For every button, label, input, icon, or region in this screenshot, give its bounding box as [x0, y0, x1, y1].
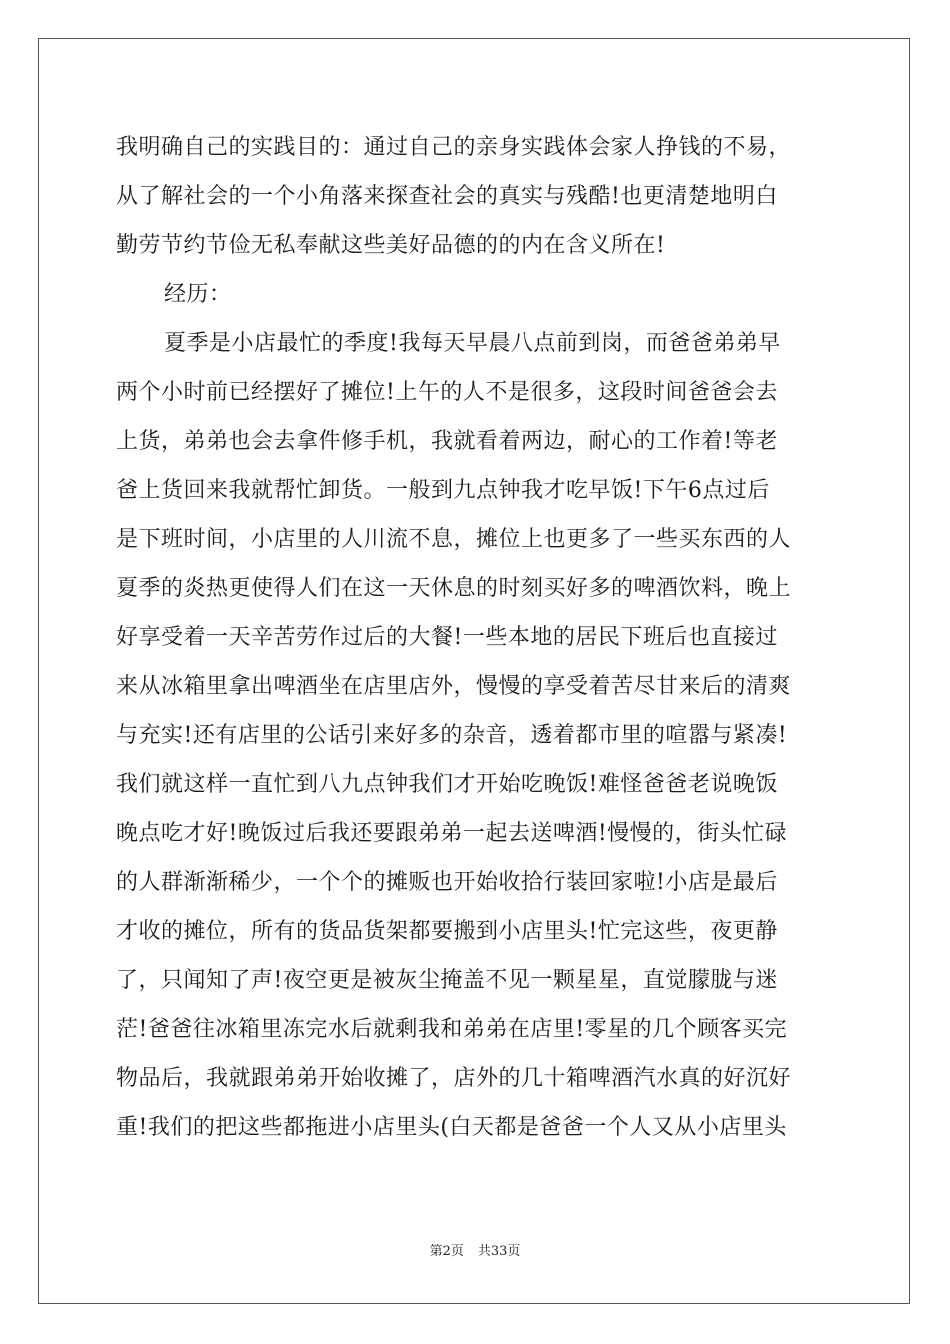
text-line: 与充实!还有店里的公话引来好多的杂音，透着都市里的喧嚣与紧凑! — [116, 723, 788, 748]
page-total: 共33页 — [477, 1244, 521, 1259]
text-line: 夏季是小店最忙的季度!我每天早晨八点前到岗，而爸爸弟弟早 — [164, 331, 781, 356]
text-line: 了，只闻知了声!夜空更是被灰尘掩盖不见一颗星星，直觉朦胧与迷 — [116, 968, 778, 993]
text-line: 来从冰箱里拿出啤酒坐在店里店外，慢慢的享受着苦尽甘来后的清爽 — [116, 674, 792, 699]
section-heading: 经历： — [164, 282, 232, 307]
text-line: 夏季的炎热更使得人们在这一天休息的时刻买好多的啤酒饮料，晚上 — [116, 576, 792, 601]
text-line: 好享受着一天辛苦劳作过后的大餐!一些本地的居民下班后也直接过 — [116, 625, 778, 650]
text-line: 我们就这样一直忙到八九点钟我们才开始吃晚饭!难怪爸爸老说晚饭 — [116, 772, 778, 797]
text-line: 两个小时前已经摆好了摊位!上午的人不是很多，这段时间爸爸会去 — [116, 380, 778, 405]
text-line: 物品后，我就跟弟弟开始收摊了，店外的几十箱啤酒汽水真的好沉好 — [116, 1066, 792, 1091]
text-line: 才收的摊位，所有的货品货架都要搬到小店里头!忙完这些，夜更静 — [116, 919, 778, 944]
text-line: 晚点吃才好!晚饭过后我还要跟弟弟一起去送啤酒!慢慢的，街头忙碌 — [116, 821, 788, 846]
text-line: 勤劳节约节俭无私奉献这些美好品德的的内在含义所在! — [116, 233, 666, 258]
text-line: 重!我们的把这些都拖进小店里头(白天都是爸爸一个人又从小店里头 — [116, 1115, 787, 1140]
text-line: 的人群渐渐稀少，一个个的摊贩也开始收拾行装回家啦!小店是最后 — [116, 870, 778, 895]
text-line: 爸上货回来我就帮忙卸货。一般到九点钟我才吃早饭!下午6点过后 — [116, 478, 770, 503]
text-line: 我明确自己的实践目的：通过自己的亲身实践体会家人挣钱的不易， — [116, 135, 792, 160]
text-line: 上货，弟弟也会去拿件修手机，我就看着两边，耐心的工作着!等老 — [116, 429, 778, 454]
text-line: 从了解社会的一个小角落来探查社会的真实与残酷!也更清楚地明白 — [116, 184, 778, 209]
page-number: 第2页 — [429, 1244, 464, 1259]
text-line: 茫!爸爸往冰箱里冻完水后就剩我和弟弟在店里!零星的几个顾客买完 — [116, 1017, 788, 1042]
document-body — [116, 128, 836, 1157]
page-footer — [0, 1240, 950, 1259]
text-line: 是下班时间，小店里的人川流不息，摊位上也更多了一些买东西的人 — [116, 527, 792, 552]
